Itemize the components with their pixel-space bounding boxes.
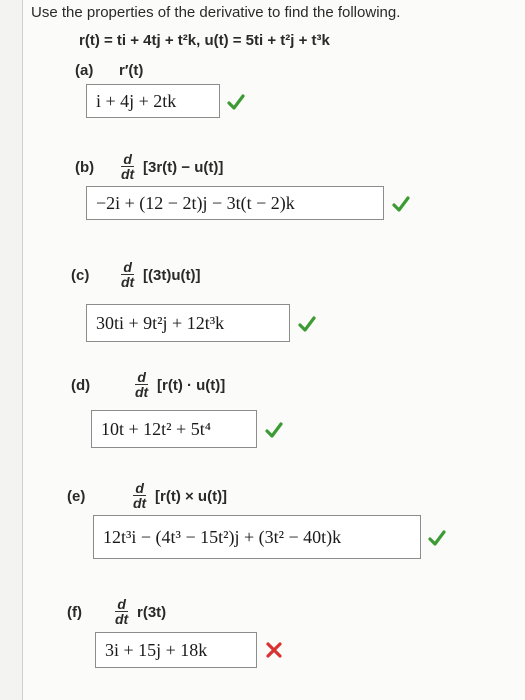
part-c-answer-field[interactable] bbox=[86, 304, 290, 342]
part-b-denominator: dt bbox=[121, 166, 135, 182]
part-c-expression: [(3t)u(t)] bbox=[143, 267, 201, 284]
part-c-numerator: d bbox=[121, 260, 134, 275]
part-d-numerator: d bbox=[135, 370, 148, 385]
part-f-derivative-operator bbox=[115, 597, 128, 626]
checkmark-icon bbox=[226, 92, 246, 112]
part-e-expression: [r(t) × u(t)] bbox=[155, 488, 228, 505]
part-b-answer-text: −2i + (12 − 2t)j − 3t(t − 2)k bbox=[96, 192, 295, 213]
checkmark-icon bbox=[297, 314, 317, 334]
part-a-label: (a) bbox=[75, 62, 94, 79]
part-d-answer-field[interactable] bbox=[91, 410, 257, 448]
part-d-answer-text: 10t + 12t² + 5t⁴ bbox=[101, 418, 211, 439]
part-e-answer-text: 12t³i − (4t³ − 15t²)j + (3t² − 40t)k bbox=[103, 526, 342, 547]
part-b-label: (b) bbox=[75, 159, 95, 176]
part-d-derivative-operator bbox=[135, 370, 148, 399]
part-a-answer-text: i + 4j + 2tk bbox=[96, 90, 177, 111]
part-c-label: (c) bbox=[71, 267, 90, 284]
part-c-answer-text: 30ti + 9t²j + 12t³k bbox=[96, 312, 225, 333]
part-e-derivative-operator bbox=[133, 481, 146, 510]
part-e-numerator: d bbox=[133, 481, 146, 496]
part-e-label: (e) bbox=[67, 488, 86, 505]
part-f-denominator: dt bbox=[115, 611, 129, 627]
part-f-answer-field[interactable] bbox=[95, 632, 257, 668]
part-b-derivative-operator bbox=[121, 152, 134, 181]
part-d-denominator: dt bbox=[135, 384, 149, 400]
part-f-label: (f) bbox=[67, 604, 82, 621]
part-d-expression: [r(t) · u(t)] bbox=[157, 377, 226, 394]
part-c-derivative-operator bbox=[121, 260, 134, 289]
part-e-denominator: dt bbox=[133, 495, 147, 511]
checkmark-icon bbox=[427, 528, 447, 548]
part-f-expression: r(3t) bbox=[137, 604, 167, 621]
instruction-text: Use the properties of the derivative to find the following. bbox=[31, 4, 401, 21]
part-f-answer-text: 3i + 15j + 18k bbox=[105, 639, 208, 660]
part-c-denominator: dt bbox=[121, 274, 135, 290]
part-d-label: (d) bbox=[71, 377, 91, 394]
x-mark-icon bbox=[265, 641, 283, 659]
checkmark-icon bbox=[391, 194, 411, 214]
part-e-answer-field[interactable] bbox=[93, 515, 421, 559]
question-panel bbox=[22, 0, 525, 700]
checkmark-icon bbox=[264, 420, 284, 440]
part-b-answer-field[interactable] bbox=[86, 186, 384, 220]
part-a-answer-field[interactable] bbox=[86, 84, 220, 118]
given-functions: r(t) = ti + 4tj + t²k, u(t) = 5ti + t²j + t³k bbox=[79, 32, 330, 49]
part-f-numerator: d bbox=[115, 597, 128, 612]
part-b-expression: [3r(t) − u(t)] bbox=[143, 159, 224, 176]
part-a-expression: r′(t) bbox=[119, 62, 144, 79]
part-b-numerator: d bbox=[121, 152, 134, 167]
